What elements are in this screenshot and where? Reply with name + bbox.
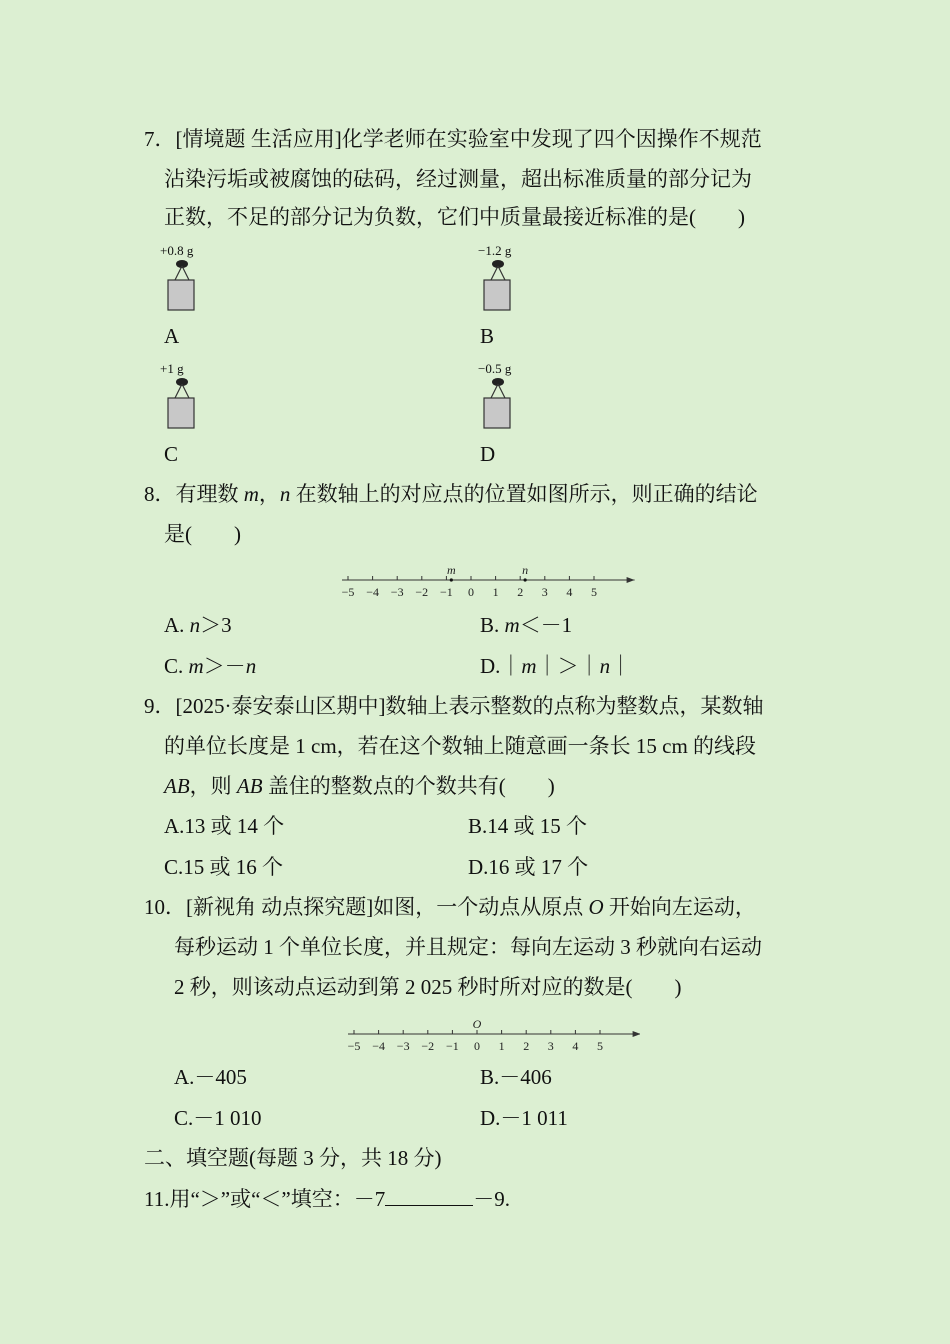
answer-blank[interactable] <box>385 1185 473 1206</box>
tick-label: 1 <box>492 585 499 599</box>
tick-label: 3 <box>547 1039 554 1053</box>
q8-option-a: A. n＞3 <box>164 613 232 637</box>
q9-option-a: A.13 或 14 个 <box>164 814 285 838</box>
tick-label: −3 <box>396 1039 410 1053</box>
q9-line2: 的单位长度是 1 cm，若在这个数轴上随意画一条长 15 cm 的线段 <box>164 734 757 758</box>
tick-label: −3 <box>390 585 404 599</box>
q10-option-b: B.－406 <box>480 1065 552 1089</box>
number-line-q10 <box>340 1012 640 1056</box>
number-line-q8 <box>336 558 636 602</box>
weight-label-a: +0.8 g <box>160 243 194 258</box>
tick-label: −5 <box>341 585 355 599</box>
q7-option-b: B <box>480 324 495 348</box>
q8-option-d: D.｜m｜＞｜n｜ <box>480 654 632 678</box>
q8-option-c: C. m＞－n <box>164 654 257 678</box>
q7-line3: 正数，不足的部分记为负数，它们中质量最接近标准的是( ) <box>164 205 745 229</box>
tick-label: 0 <box>468 585 474 599</box>
tick-label: 2 <box>523 1039 530 1053</box>
q8-option-b: B. m＜－1 <box>480 613 573 637</box>
weight-label-b: −1.2 g <box>478 243 512 258</box>
tick-label: 3 <box>541 585 548 599</box>
q10-option-d: D.－1 011 <box>480 1106 568 1130</box>
tick-label: −4 <box>366 585 379 599</box>
tick-label: 4 <box>566 585 573 599</box>
point-label: n <box>522 563 529 577</box>
section-title-fill-in: 二、填空题(每题 3 分，共 18 分) <box>144 1146 442 1170</box>
point-label: m <box>446 563 456 577</box>
tick-label: 1 <box>498 1039 505 1053</box>
point-label: O <box>472 1017 482 1031</box>
weight-icon-c <box>164 376 200 430</box>
point-dot <box>450 578 453 581</box>
weight-label-d: −0.5 g <box>478 361 512 376</box>
q9-option-b: B.14 或 15 个 <box>468 814 588 838</box>
tick-label: −1 <box>440 585 453 599</box>
weight-label-c: +1 g <box>160 361 184 376</box>
weight-icon-a <box>164 258 200 312</box>
tick-label: 5 <box>597 1039 603 1053</box>
q8-line2: 是( ) <box>164 522 241 546</box>
q10-option-a: A.－405 <box>174 1065 247 1089</box>
q7-line2: 沾染污垢或被腐蚀的砝码，经过测量，超出标准质量的部分记为 <box>164 167 752 191</box>
q9-option-d: D.16 或 17 个 <box>468 855 589 879</box>
q7-option-a: A <box>164 324 180 348</box>
tick-label: −4 <box>372 1039 385 1053</box>
q9-line1: 9．[2025·泰安泰山区期中]数轴上表示整数的点称为整数点，某数轴 <box>144 694 764 718</box>
q8-line1: 8．有理数 m，n 在数轴上的对应点的位置如图所示，则正确的结论 <box>144 482 758 506</box>
q10-option-c: C.－1 010 <box>174 1106 262 1130</box>
tick-label: 0 <box>474 1039 480 1053</box>
arrow-head <box>633 1031 640 1037</box>
tick-label: −5 <box>347 1039 361 1053</box>
tick-label: 5 <box>591 585 597 599</box>
q10-line3: 2 秒，则该动点运动到第 2 025 秒时所对应的数是( ) <box>174 975 682 999</box>
arrow-head <box>627 577 635 583</box>
tick-label: 2 <box>517 585 524 599</box>
q7-line1: 7．[情境题 生活应用]化学老师在实验室中发现了四个因操作不规范 <box>144 127 762 151</box>
point-dot <box>524 578 527 581</box>
weight-icon-b <box>480 258 516 312</box>
q10-line2: 每秒运动 1 个单位长度，并且规定：每向左运动 3 秒就向右运动 <box>174 935 762 959</box>
tick-label: 4 <box>572 1039 579 1053</box>
tick-label: −2 <box>421 1039 435 1053</box>
q7-option-d: D <box>480 442 496 466</box>
q7-option-c: C <box>164 442 179 466</box>
tick-label: −2 <box>415 585 429 599</box>
q10-line1: 10．[新视角 动点探究题]如图，一个动点从原点 O 开始向左运动， <box>144 895 756 919</box>
q9-line3: AB，则 AB 盖住的整数点的个数共有( ) <box>164 774 555 798</box>
q11-line: 11.用“＞”或“＜”填空：－7 －9. <box>144 1187 511 1211</box>
weight-icon-d <box>480 376 516 430</box>
q9-option-c: C.15 或 16 个 <box>164 855 284 879</box>
tick-label: −1 <box>446 1039 459 1053</box>
